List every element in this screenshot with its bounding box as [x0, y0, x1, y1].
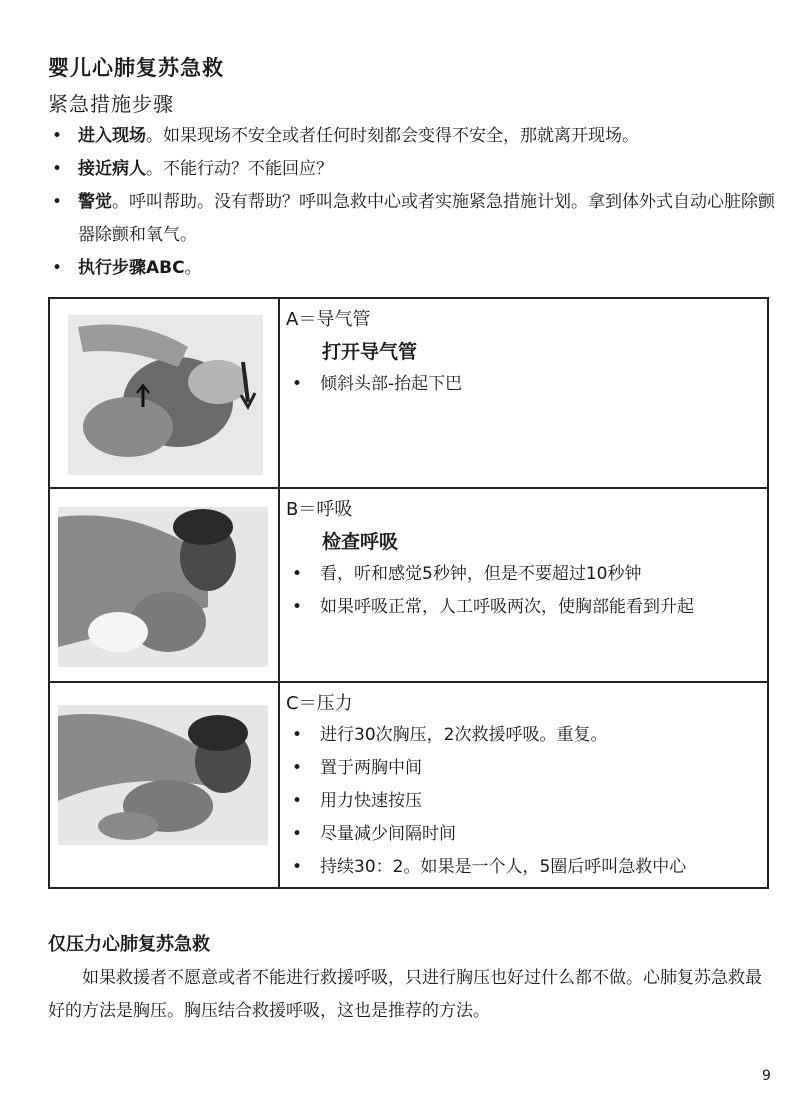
text-cell [286, 299, 761, 487]
bullet-icon: • [292, 725, 303, 745]
bullet-text: 持续30：2。如果是一个人，5圈后呼叫急救中心 [320, 857, 687, 877]
bullet-icon: • [292, 791, 303, 811]
bullet-icon: • [52, 159, 63, 179]
table-row [50, 683, 767, 887]
table-row [50, 489, 767, 683]
step-text: 。 [184, 258, 202, 278]
page-number: 9 [762, 1068, 771, 1084]
step-keyword: 接近病人 [78, 159, 146, 179]
row-bullets [286, 558, 761, 624]
bullet-icon: • [292, 374, 303, 394]
infant-head-tilt-chin-lift-illustration [58, 307, 268, 477]
bullet-icon: • [292, 564, 303, 584]
list-item [286, 368, 761, 401]
step-text: 。不能行动？不能回应？ [146, 159, 333, 179]
section-subtitle: 紧急措施步骤 [48, 92, 174, 116]
row-heading: B＝呼吸 [286, 499, 353, 520]
list-item [286, 752, 761, 785]
section-paragraph: 如果救援者不愿意或者不能进行救援呼吸，只进行胸压也好过什么都不做。心肺复苏急救最好的方法是胸压。胸压结合救援呼吸，这也是推荐的方法。 [48, 968, 762, 1021]
abc-table [48, 297, 769, 889]
bullet-icon: • [292, 824, 303, 844]
list-item [48, 252, 778, 285]
bullet-text: 尽量减少间隔时间 [320, 824, 456, 844]
step-text: 。呼叫帮助。没有帮助？呼叫急救中心或者实施紧急措施计划。拿到体外式自动心脏除颤器除颤和氧气。 [78, 192, 775, 245]
list-item [48, 186, 778, 252]
image-cell [50, 489, 280, 681]
bullet-icon: • [292, 597, 303, 617]
step-text: 。如果现场不安全或者任何时刻都会变得不安全，那就离开现场。 [146, 126, 639, 146]
bullet-icon: • [52, 258, 63, 278]
row-bullets [286, 368, 761, 401]
row-bullets [286, 719, 761, 884]
section-heading: 仅压力心肺复苏急救 [48, 934, 210, 955]
steps-list [48, 120, 778, 285]
row-subheading: 检查呼吸 [322, 531, 399, 553]
step-keyword: 进入现场 [78, 126, 146, 146]
bullet-text: 用力快速按压 [320, 791, 422, 811]
row-subheading: 打开导气管 [322, 341, 418, 363]
step-keyword: 执行步骤ABC [78, 258, 185, 278]
row-heading: A＝导气管 [286, 309, 371, 330]
bullet-text: 看，听和感觉5秒钟，但是不要超过10秒钟 [320, 564, 642, 584]
text-cell [286, 683, 761, 887]
list-item [48, 153, 778, 186]
image-cell [50, 683, 280, 887]
text-cell [286, 489, 761, 681]
bullet-icon: • [292, 758, 303, 778]
page-title: 婴儿心肺复苏急救 [48, 56, 224, 80]
list-item [286, 591, 761, 624]
bullet-icon: • [52, 126, 63, 146]
list-item [286, 558, 761, 591]
row-heading: C＝压力 [286, 693, 353, 714]
bullet-icon: • [292, 857, 303, 877]
list-item [286, 851, 761, 884]
rescuer-chest-compressions-infant-illustration [58, 691, 268, 851]
list-item [286, 785, 761, 818]
image-cell [50, 299, 280, 487]
bullet-icon: • [52, 192, 63, 212]
table-row [50, 299, 767, 489]
bullet-text: 倾斜头部-抬起下巴 [320, 374, 463, 394]
list-item [48, 120, 778, 153]
bullet-text: 置于两胸中间 [320, 758, 422, 778]
bullet-text: 如果呼吸正常，人工呼吸两次，使胸部能看到升起 [320, 597, 694, 617]
rescuer-checking-infant-breathing-illustration [58, 497, 268, 669]
list-item [286, 719, 761, 752]
list-item [286, 818, 761, 851]
bullet-text: 进行30次胸压，2次救援呼吸。重复。 [320, 725, 608, 745]
step-keyword: 警觉 [78, 192, 112, 212]
